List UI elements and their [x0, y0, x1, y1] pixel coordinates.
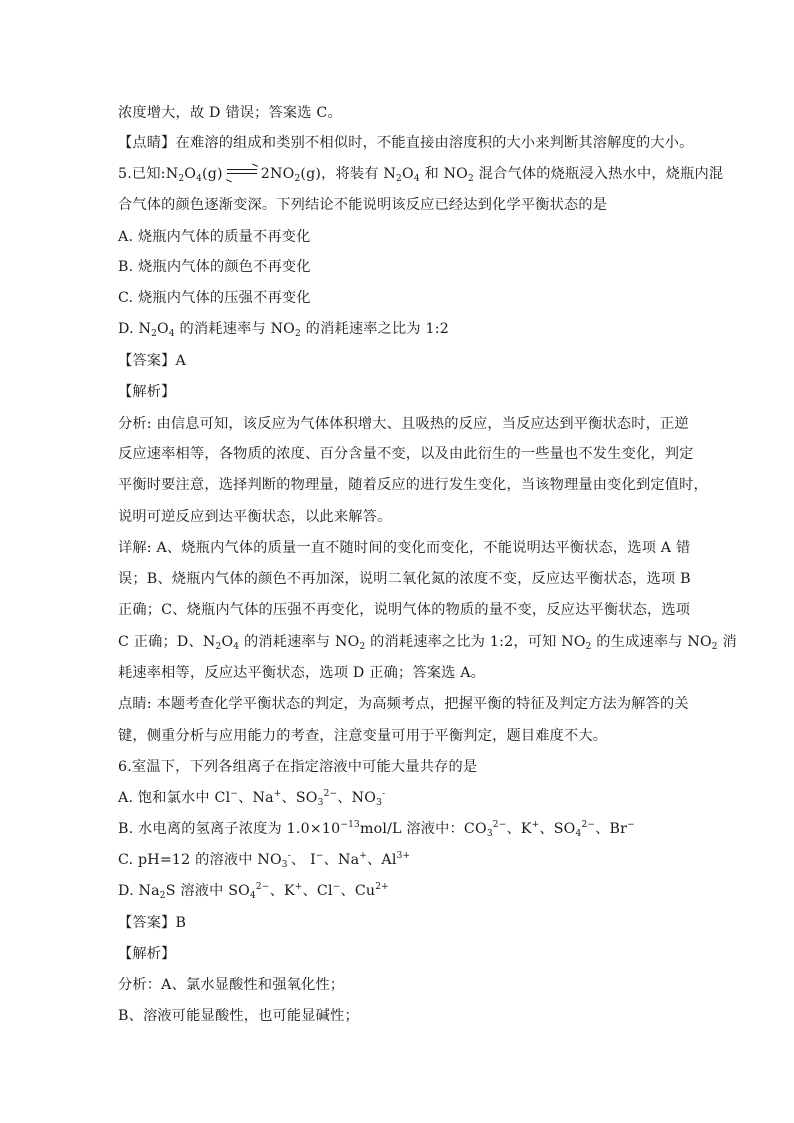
detail-line: 误；B、烧瓶内气体的颜色不再加深，说明二氧化氮的浓度不变，反应达平衡状态，选项 B: [118, 571, 691, 587]
option-d: D. $Na_2S$ 溶液中 $SO_4^{2-}$、K+、Cl−、$Cu^{2+}$: [118, 882, 389, 901]
analysis-label: 【解析】: [118, 946, 176, 962]
question-6-stem: 6.室温下，下列各组离子在指定溶液中可能大量共存的是: [118, 759, 478, 775]
question-5-stem: 5.已知$:N_2O_4(g)$ $2NO_2(g)$，将装有 $N_2O_4$ 和 $NO_2$ 混合气体的烧瓶浸入热水中，烧瓶内混: [118, 164, 723, 184]
analysis-line: 平衡时要注意，选择判断的物理量，随着反应的进行发生变化，当该物理量由变化到定值时，: [118, 477, 708, 493]
detail-line: 耗速率相等，反应达平衡状态，选项 D 正确；答案选 A。: [118, 665, 486, 681]
option-b: B. 水电离的氢离子浓度为 $1.0\times 10^{-13}mol/L$ 溶液中：$CO_3^{2-}$、K+、$SO_4^{2-}$、Br−: [118, 820, 635, 839]
tip-line: 点睛: 本题考查化学平衡状态的判定，为高频考点，把握平衡的特征及判定方法为解答的关: [118, 696, 689, 712]
tip-paragraph: 【点睛】在难溶的组成和类别不相似时，不能直接由溶度积的大小来判断其溶解度的大小。: [118, 135, 694, 151]
answer-label: 【答案】B: [118, 915, 187, 931]
detail-line: C 正确；D、$N_2O_4$ 的消耗速率与 $NO_2$ 的消耗速率之比为 1:2，可知 $NO_2$ 的生成速率与 $NO_2$ 消: [118, 634, 737, 652]
option-d: D. $N_2O_4$ 的消耗速率与 $NO_2$ 的消耗速率之比为 1:2: [118, 321, 449, 339]
answer-label: 【答案】A: [118, 353, 186, 369]
tip-line: 键，侧重分析与应用能力的考查，注意变量可用于平衡判定，题目难度不大。: [118, 728, 608, 744]
analysis-line: B、溶液可能显酸性，也可能显碱性；: [118, 1008, 359, 1024]
option-c: C. pH=12 的溶液中 $NO_3^-$、 I−、Na+、$Al^{3+}$: [118, 851, 411, 870]
option-c: C. 烧瓶内气体的压强不再变化: [118, 290, 311, 306]
detail-line: 正确；C、烧瓶内气体的压强不再变化，说明气体的物质的量不变，反应达平衡状态，选项: [118, 602, 691, 618]
analysis-line: 分析：A、氯水显酸性和强氧化性；: [118, 977, 345, 993]
detail-line: 详解: A、烧瓶内气体的质量一直不随时间的变化而变化，不能说明达平衡状态，选项 A 错: [118, 540, 691, 556]
question-5-stem-cont: 合气体的颜色逐渐变深。下列结论不能说明该反应已经达到化学平衡状态的是: [118, 197, 608, 213]
option-b: B. 烧瓶内气体的颜色不再变化: [118, 259, 311, 275]
analysis-line: 反应速率相等，各物质的浓度、百分含量不变，以及由此衍生的一些量也不发生变化，判定: [118, 446, 694, 462]
text-line: 浓度增大，故 D 错误；答案选 C。: [118, 105, 342, 121]
analysis-label: 【解析】: [118, 384, 176, 400]
option-a: A. 饱和氯水中 Cl−、Na+、$SO_3^{2-}$、$NO_3^-$: [118, 789, 386, 808]
analysis-line: 说明可逆反应到达平衡状态，以此来解答。: [118, 509, 392, 525]
analysis-line: 分析: 由信息可知，该反应为气体体积增大、且吸热的反应，当反应达到平衡状态时，正逆: [118, 416, 689, 432]
option-a: A. 烧瓶内气体的质量不再变化: [118, 229, 311, 245]
equilibrium-arrow-icon: [225, 167, 259, 177]
